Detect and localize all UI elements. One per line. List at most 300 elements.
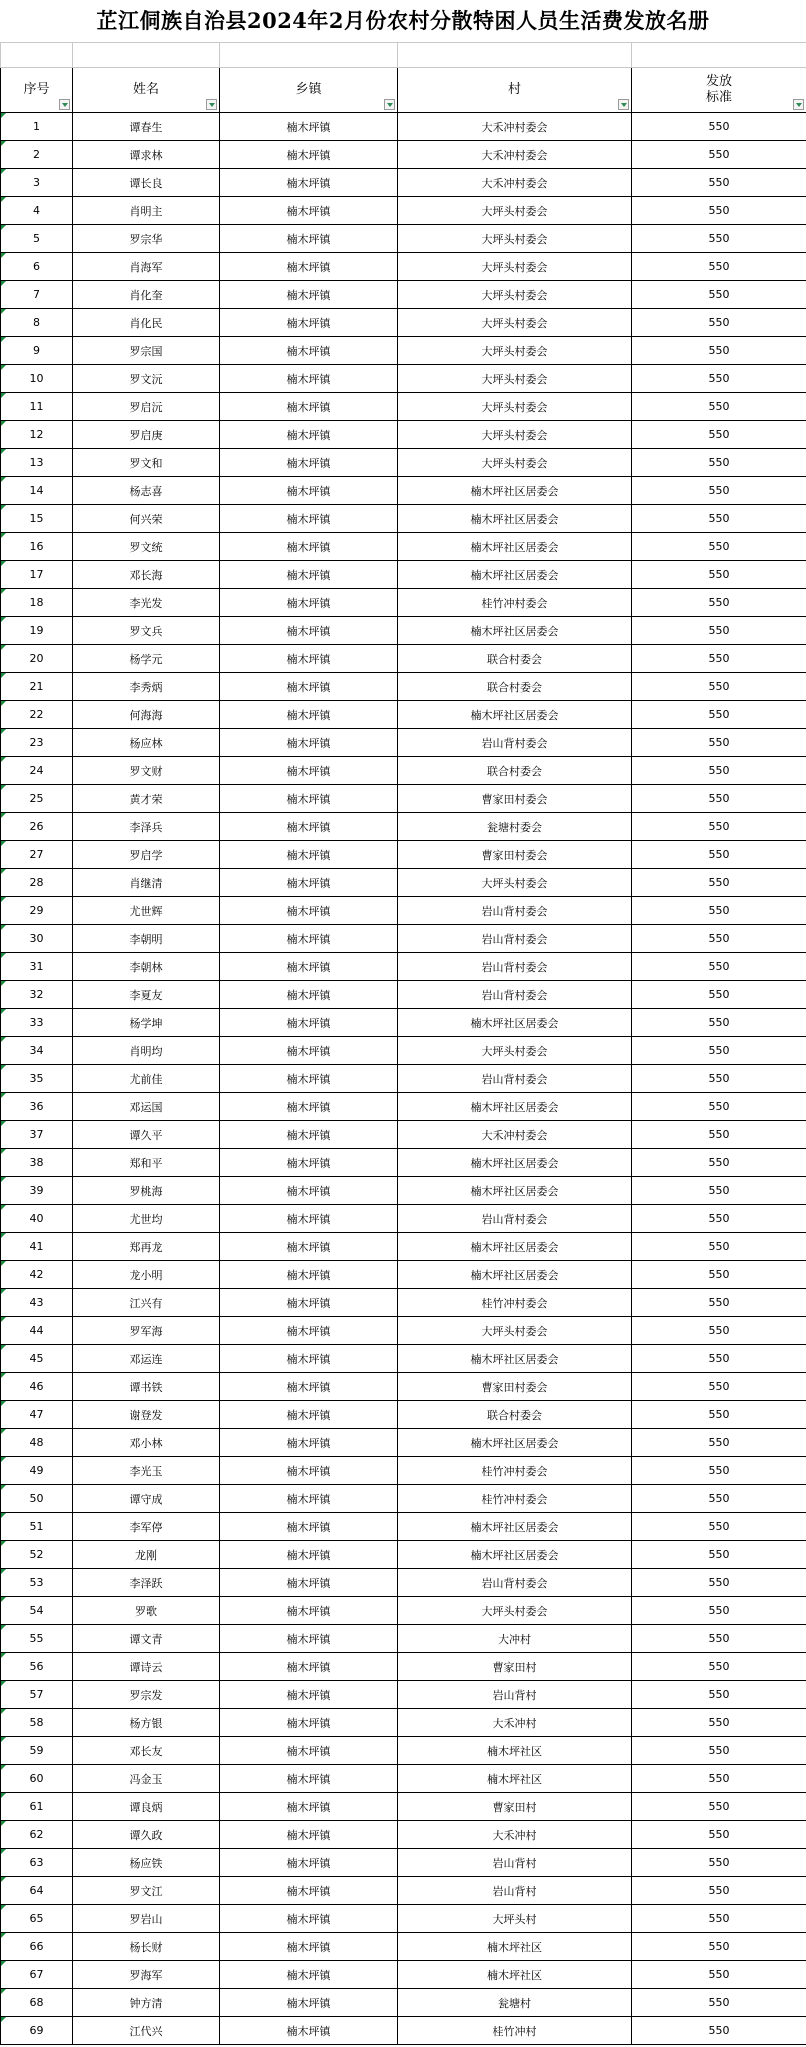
cell-village[interactable]: 联合村委会 xyxy=(398,757,632,785)
cell-standard[interactable]: 550 xyxy=(632,813,806,841)
cell-town[interactable]: 楠木坪镇 xyxy=(220,113,398,141)
cell-name[interactable]: 谭春生 xyxy=(73,113,220,141)
cell-seq[interactable]: 62 xyxy=(1,1821,73,1849)
cell-seq[interactable]: 8 xyxy=(1,309,73,337)
cell-town[interactable]: 楠木坪镇 xyxy=(220,953,398,981)
cell-name[interactable]: 李军停 xyxy=(73,1513,220,1541)
cell-name[interactable]: 龙小明 xyxy=(73,1261,220,1289)
cell-town[interactable]: 楠木坪镇 xyxy=(220,421,398,449)
cell-seq[interactable]: 42 xyxy=(1,1261,73,1289)
cell-village[interactable]: 楠木坪社区居委会 xyxy=(398,1149,632,1177)
filter-dropdown-icon[interactable] xyxy=(793,99,804,110)
cell-town[interactable]: 楠木坪镇 xyxy=(220,981,398,1009)
cell-village[interactable]: 楠木坪社区居委会 xyxy=(398,1513,632,1541)
cell-standard[interactable]: 550 xyxy=(632,1849,806,1877)
cell-town[interactable]: 楠木坪镇 xyxy=(220,1429,398,1457)
cell-seq[interactable]: 30 xyxy=(1,925,73,953)
cell-village[interactable]: 大坪头村委会 xyxy=(398,869,632,897)
cell-seq[interactable]: 39 xyxy=(1,1177,73,1205)
cell-standard[interactable]: 550 xyxy=(632,1401,806,1429)
cell-village[interactable]: 楠木坪社区居委会 xyxy=(398,1541,632,1569)
cell-standard[interactable]: 550 xyxy=(632,757,806,785)
cell-town[interactable]: 楠木坪镇 xyxy=(220,617,398,645)
cell-town[interactable]: 楠木坪镇 xyxy=(220,1989,398,2017)
cell-village[interactable]: 大坪头村委会 xyxy=(398,365,632,393)
cell-village[interactable]: 联合村委会 xyxy=(398,1401,632,1429)
cell-village[interactable]: 瓮塘村委会 xyxy=(398,813,632,841)
cell-name[interactable]: 邓长友 xyxy=(73,1737,220,1765)
cell-seq[interactable]: 20 xyxy=(1,645,73,673)
cell-name[interactable]: 黄才荣 xyxy=(73,785,220,813)
cell-town[interactable]: 楠木坪镇 xyxy=(220,1149,398,1177)
cell-village[interactable]: 大坪头村委会 xyxy=(398,393,632,421)
cell-town[interactable]: 楠木坪镇 xyxy=(220,1093,398,1121)
cell-village[interactable]: 大坪头村委会 xyxy=(398,253,632,281)
cell-name[interactable]: 杨方银 xyxy=(73,1709,220,1737)
cell-name[interactable]: 何兴荣 xyxy=(73,505,220,533)
cell-seq[interactable]: 50 xyxy=(1,1485,73,1513)
cell-name[interactable]: 李朝林 xyxy=(73,953,220,981)
cell-seq[interactable]: 17 xyxy=(1,561,73,589)
cell-standard[interactable]: 550 xyxy=(632,225,806,253)
cell-village[interactable]: 楠木坪社区居委会 xyxy=(398,533,632,561)
cell-village[interactable]: 桂竹冲村 xyxy=(398,2017,632,2045)
cell-seq[interactable]: 16 xyxy=(1,533,73,561)
blank-cell[interactable] xyxy=(1,43,73,68)
filter-dropdown-icon[interactable] xyxy=(618,99,629,110)
cell-village[interactable]: 桂竹冲村委会 xyxy=(398,1485,632,1513)
cell-village[interactable]: 楠木坪社区居委会 xyxy=(398,701,632,729)
cell-standard[interactable]: 550 xyxy=(632,1709,806,1737)
cell-seq[interactable]: 25 xyxy=(1,785,73,813)
cell-standard[interactable]: 550 xyxy=(632,1205,806,1233)
cell-seq[interactable]: 7 xyxy=(1,281,73,309)
cell-standard[interactable]: 550 xyxy=(632,1009,806,1037)
cell-seq[interactable]: 3 xyxy=(1,169,73,197)
cell-village[interactable]: 联合村委会 xyxy=(398,645,632,673)
cell-town[interactable]: 楠木坪镇 xyxy=(220,309,398,337)
cell-seq[interactable]: 60 xyxy=(1,1765,73,1793)
cell-village[interactable]: 楠木坪社区居委会 xyxy=(398,505,632,533)
cell-village[interactable]: 楠木坪社区居委会 xyxy=(398,477,632,505)
cell-town[interactable]: 楠木坪镇 xyxy=(220,1177,398,1205)
cell-standard[interactable]: 550 xyxy=(632,1681,806,1709)
cell-village[interactable]: 楠木坪社区 xyxy=(398,1961,632,1989)
cell-standard[interactable]: 550 xyxy=(632,393,806,421)
cell-name[interactable]: 谭诗云 xyxy=(73,1653,220,1681)
cell-village[interactable]: 大禾冲村委会 xyxy=(398,169,632,197)
cell-name[interactable]: 冯金玉 xyxy=(73,1765,220,1793)
blank-cell[interactable] xyxy=(398,43,632,68)
cell-seq[interactable]: 69 xyxy=(1,2017,73,2045)
cell-village[interactable]: 曹家田村委会 xyxy=(398,1373,632,1401)
cell-seq[interactable]: 22 xyxy=(1,701,73,729)
cell-standard[interactable]: 550 xyxy=(632,533,806,561)
cell-name[interactable]: 邓运国 xyxy=(73,1093,220,1121)
cell-seq[interactable]: 55 xyxy=(1,1625,73,1653)
cell-town[interactable]: 楠木坪镇 xyxy=(220,533,398,561)
cell-name[interactable]: 邓长海 xyxy=(73,561,220,589)
cell-town[interactable]: 楠木坪镇 xyxy=(220,1345,398,1373)
cell-name[interactable]: 杨学坤 xyxy=(73,1009,220,1037)
cell-village[interactable]: 岩山背村委会 xyxy=(398,1205,632,1233)
cell-village[interactable]: 大坪头村委会 xyxy=(398,225,632,253)
cell-seq[interactable]: 11 xyxy=(1,393,73,421)
cell-seq[interactable]: 32 xyxy=(1,981,73,1009)
cell-village[interactable]: 大坪头村委会 xyxy=(398,1597,632,1625)
cell-town[interactable]: 楠木坪镇 xyxy=(220,365,398,393)
cell-seq[interactable]: 48 xyxy=(1,1429,73,1457)
cell-name[interactable]: 罗宗华 xyxy=(73,225,220,253)
cell-seq[interactable]: 43 xyxy=(1,1289,73,1317)
cell-name[interactable]: 杨学元 xyxy=(73,645,220,673)
cell-seq[interactable]: 21 xyxy=(1,673,73,701)
cell-seq[interactable]: 27 xyxy=(1,841,73,869)
cell-village[interactable]: 曹家田村 xyxy=(398,1793,632,1821)
cell-name[interactable]: 谭书铁 xyxy=(73,1373,220,1401)
cell-town[interactable]: 楠木坪镇 xyxy=(220,1765,398,1793)
cell-name[interactable]: 罗文兵 xyxy=(73,617,220,645)
cell-name[interactable]: 谭久平 xyxy=(73,1121,220,1149)
cell-standard[interactable]: 550 xyxy=(632,1737,806,1765)
cell-village[interactable]: 大坪头村委会 xyxy=(398,309,632,337)
cell-town[interactable]: 楠木坪镇 xyxy=(220,589,398,617)
cell-town[interactable]: 楠木坪镇 xyxy=(220,645,398,673)
cell-town[interactable]: 楠木坪镇 xyxy=(220,1289,398,1317)
cell-name[interactable]: 罗歌 xyxy=(73,1597,220,1625)
cell-village[interactable]: 大禾冲村委会 xyxy=(398,1121,632,1149)
cell-town[interactable]: 楠木坪镇 xyxy=(220,281,398,309)
cell-standard[interactable]: 550 xyxy=(632,1905,806,1933)
cell-name[interactable]: 尤世辉 xyxy=(73,897,220,925)
cell-standard[interactable]: 550 xyxy=(632,617,806,645)
cell-town[interactable]: 楠木坪镇 xyxy=(220,197,398,225)
cell-standard[interactable]: 550 xyxy=(632,2017,806,2045)
cell-name[interactable]: 罗文财 xyxy=(73,757,220,785)
cell-town[interactable]: 楠木坪镇 xyxy=(220,1933,398,1961)
cell-seq[interactable]: 44 xyxy=(1,1317,73,1345)
cell-seq[interactable]: 47 xyxy=(1,1401,73,1429)
cell-village[interactable]: 岩山背村委会 xyxy=(398,925,632,953)
cell-town[interactable]: 楠木坪镇 xyxy=(220,225,398,253)
cell-seq[interactable]: 19 xyxy=(1,617,73,645)
cell-name[interactable]: 罗文江 xyxy=(73,1877,220,1905)
cell-name[interactable]: 罗军海 xyxy=(73,1317,220,1345)
cell-name[interactable]: 杨应铁 xyxy=(73,1849,220,1877)
cell-standard[interactable]: 550 xyxy=(632,1653,806,1681)
cell-town[interactable]: 楠木坪镇 xyxy=(220,897,398,925)
cell-seq[interactable]: 35 xyxy=(1,1065,73,1093)
cell-seq[interactable]: 4 xyxy=(1,197,73,225)
cell-name[interactable]: 李光玉 xyxy=(73,1457,220,1485)
cell-standard[interactable]: 550 xyxy=(632,197,806,225)
cell-village[interactable]: 岩山背村 xyxy=(398,1681,632,1709)
cell-seq[interactable]: 53 xyxy=(1,1569,73,1597)
cell-village[interactable]: 瓮塘村 xyxy=(398,1989,632,2017)
cell-name[interactable]: 钟方清 xyxy=(73,1989,220,2017)
blank-cell[interactable] xyxy=(73,43,220,68)
cell-standard[interactable]: 550 xyxy=(632,1429,806,1457)
cell-name[interactable]: 谭长良 xyxy=(73,169,220,197)
cell-standard[interactable]: 550 xyxy=(632,281,806,309)
cell-standard[interactable]: 550 xyxy=(632,1821,806,1849)
cell-seq[interactable]: 41 xyxy=(1,1233,73,1261)
cell-seq[interactable]: 5 xyxy=(1,225,73,253)
cell-name[interactable]: 罗宗发 xyxy=(73,1681,220,1709)
cell-standard[interactable]: 550 xyxy=(632,589,806,617)
cell-seq[interactable]: 23 xyxy=(1,729,73,757)
cell-town[interactable]: 楠木坪镇 xyxy=(220,393,398,421)
cell-village[interactable]: 大冲村 xyxy=(398,1625,632,1653)
cell-town[interactable]: 楠木坪镇 xyxy=(220,253,398,281)
cell-standard[interactable]: 550 xyxy=(632,1149,806,1177)
cell-village[interactable]: 岩山背村委会 xyxy=(398,1065,632,1093)
cell-seq[interactable]: 29 xyxy=(1,897,73,925)
cell-standard[interactable]: 550 xyxy=(632,253,806,281)
cell-name[interactable]: 肖明主 xyxy=(73,197,220,225)
cell-village[interactable]: 大禾冲村委会 xyxy=(398,141,632,169)
cell-town[interactable]: 楠木坪镇 xyxy=(220,1037,398,1065)
cell-name[interactable]: 罗文沅 xyxy=(73,365,220,393)
cell-seq[interactable]: 38 xyxy=(1,1149,73,1177)
cell-name[interactable]: 杨长财 xyxy=(73,1933,220,1961)
cell-town[interactable]: 楠木坪镇 xyxy=(220,1457,398,1485)
cell-standard[interactable]: 550 xyxy=(632,1961,806,1989)
cell-standard[interactable]: 550 xyxy=(632,113,806,141)
cell-name[interactable]: 肖化民 xyxy=(73,309,220,337)
cell-name[interactable]: 罗桃海 xyxy=(73,1177,220,1205)
cell-standard[interactable]: 550 xyxy=(632,1289,806,1317)
cell-village[interactable]: 岩山背村委会 xyxy=(398,1569,632,1597)
cell-standard[interactable]: 550 xyxy=(632,365,806,393)
cell-seq[interactable]: 18 xyxy=(1,589,73,617)
cell-standard[interactable]: 550 xyxy=(632,477,806,505)
cell-seq[interactable]: 10 xyxy=(1,365,73,393)
cell-standard[interactable]: 550 xyxy=(632,1513,806,1541)
cell-village[interactable]: 大禾冲村委会 xyxy=(398,113,632,141)
cell-town[interactable]: 楠木坪镇 xyxy=(220,1653,398,1681)
cell-standard[interactable]: 550 xyxy=(632,1093,806,1121)
cell-village[interactable]: 大坪头村 xyxy=(398,1905,632,1933)
cell-seq[interactable]: 28 xyxy=(1,869,73,897)
cell-name[interactable]: 李泽兵 xyxy=(73,813,220,841)
cell-seq[interactable]: 54 xyxy=(1,1597,73,1625)
cell-name[interactable]: 杨应林 xyxy=(73,729,220,757)
cell-standard[interactable]: 550 xyxy=(632,1597,806,1625)
cell-village[interactable]: 岩山背村 xyxy=(398,1849,632,1877)
cell-standard[interactable]: 550 xyxy=(632,1317,806,1345)
cell-village[interactable]: 楠木坪社区居委会 xyxy=(398,1345,632,1373)
cell-standard[interactable]: 550 xyxy=(632,1793,806,1821)
cell-seq[interactable]: 26 xyxy=(1,813,73,841)
cell-seq[interactable]: 64 xyxy=(1,1877,73,1905)
cell-town[interactable]: 楠木坪镇 xyxy=(220,1681,398,1709)
cell-town[interactable]: 楠木坪镇 xyxy=(220,841,398,869)
cell-standard[interactable]: 550 xyxy=(632,141,806,169)
cell-name[interactable]: 肖海军 xyxy=(73,253,220,281)
cell-name[interactable]: 罗文和 xyxy=(73,449,220,477)
cell-town[interactable]: 楠木坪镇 xyxy=(220,1513,398,1541)
cell-village[interactable]: 楠木坪社区居委会 xyxy=(398,1261,632,1289)
cell-standard[interactable]: 550 xyxy=(632,1625,806,1653)
cell-town[interactable]: 楠木坪镇 xyxy=(220,1373,398,1401)
cell-town[interactable]: 楠木坪镇 xyxy=(220,337,398,365)
cell-seq[interactable]: 56 xyxy=(1,1653,73,1681)
cell-seq[interactable]: 34 xyxy=(1,1037,73,1065)
cell-standard[interactable]: 550 xyxy=(632,505,806,533)
cell-village[interactable]: 楠木坪社区 xyxy=(398,1765,632,1793)
cell-name[interactable]: 罗启庚 xyxy=(73,421,220,449)
cell-name[interactable]: 江代兴 xyxy=(73,2017,220,2045)
cell-town[interactable]: 楠木坪镇 xyxy=(220,1261,398,1289)
cell-village[interactable]: 楠木坪社区居委会 xyxy=(398,561,632,589)
cell-town[interactable]: 楠木坪镇 xyxy=(220,1709,398,1737)
cell-name[interactable]: 谭文青 xyxy=(73,1625,220,1653)
cell-seq[interactable]: 2 xyxy=(1,141,73,169)
cell-village[interactable]: 大禾冲村 xyxy=(398,1821,632,1849)
cell-town[interactable]: 楠木坪镇 xyxy=(220,1317,398,1345)
cell-standard[interactable]: 550 xyxy=(632,1933,806,1961)
cell-village[interactable]: 楠木坪社区居委会 xyxy=(398,1009,632,1037)
cell-seq[interactable]: 65 xyxy=(1,1905,73,1933)
cell-seq[interactable]: 9 xyxy=(1,337,73,365)
cell-name[interactable]: 谭久政 xyxy=(73,1821,220,1849)
cell-town[interactable]: 楠木坪镇 xyxy=(220,505,398,533)
cell-town[interactable]: 楠木坪镇 xyxy=(220,1009,398,1037)
blank-cell[interactable] xyxy=(632,43,806,68)
cell-village[interactable]: 桂竹冲村委会 xyxy=(398,1457,632,1485)
cell-village[interactable]: 大坪头村委会 xyxy=(398,197,632,225)
cell-town[interactable]: 楠木坪镇 xyxy=(220,1905,398,1933)
cell-town[interactable]: 楠木坪镇 xyxy=(220,757,398,785)
cell-seq[interactable]: 13 xyxy=(1,449,73,477)
cell-village[interactable]: 大坪头村委会 xyxy=(398,337,632,365)
cell-village[interactable]: 楠木坪社区居委会 xyxy=(398,1093,632,1121)
cell-name[interactable]: 罗文统 xyxy=(73,533,220,561)
cell-standard[interactable]: 550 xyxy=(632,1261,806,1289)
cell-seq[interactable]: 57 xyxy=(1,1681,73,1709)
cell-standard[interactable]: 550 xyxy=(632,673,806,701)
cell-village[interactable]: 大坪头村委会 xyxy=(398,281,632,309)
cell-village[interactable]: 大坪头村委会 xyxy=(398,1317,632,1345)
cell-name[interactable]: 杨志喜 xyxy=(73,477,220,505)
cell-standard[interactable]: 550 xyxy=(632,449,806,477)
cell-town[interactable]: 楠木坪镇 xyxy=(220,1485,398,1513)
cell-village[interactable]: 大坪头村委会 xyxy=(398,449,632,477)
cell-name[interactable]: 谭良炳 xyxy=(73,1793,220,1821)
cell-standard[interactable]: 550 xyxy=(632,337,806,365)
cell-town[interactable]: 楠木坪镇 xyxy=(220,1849,398,1877)
cell-town[interactable]: 楠木坪镇 xyxy=(220,1597,398,1625)
cell-town[interactable]: 楠木坪镇 xyxy=(220,1569,398,1597)
filter-dropdown-icon[interactable] xyxy=(59,99,70,110)
cell-standard[interactable]: 550 xyxy=(632,1037,806,1065)
cell-name[interactable]: 肖化奎 xyxy=(73,281,220,309)
cell-standard[interactable]: 550 xyxy=(632,1065,806,1093)
cell-town[interactable]: 楠木坪镇 xyxy=(220,729,398,757)
cell-standard[interactable]: 550 xyxy=(632,1233,806,1261)
blank-cell[interactable] xyxy=(220,43,398,68)
cell-seq[interactable]: 52 xyxy=(1,1541,73,1569)
cell-town[interactable]: 楠木坪镇 xyxy=(220,925,398,953)
cell-town[interactable]: 楠木坪镇 xyxy=(220,701,398,729)
cell-seq[interactable]: 63 xyxy=(1,1849,73,1877)
cell-name[interactable]: 李秀炳 xyxy=(73,673,220,701)
cell-town[interactable]: 楠木坪镇 xyxy=(220,1961,398,1989)
cell-standard[interactable]: 550 xyxy=(632,1541,806,1569)
cell-village[interactable]: 岩山背村 xyxy=(398,1877,632,1905)
cell-village[interactable]: 岩山背村委会 xyxy=(398,729,632,757)
cell-seq[interactable]: 66 xyxy=(1,1933,73,1961)
cell-village[interactable]: 大坪头村委会 xyxy=(398,421,632,449)
cell-town[interactable]: 楠木坪镇 xyxy=(220,1737,398,1765)
cell-seq[interactable]: 49 xyxy=(1,1457,73,1485)
cell-standard[interactable]: 550 xyxy=(632,897,806,925)
cell-town[interactable]: 楠木坪镇 xyxy=(220,2017,398,2045)
cell-town[interactable]: 楠木坪镇 xyxy=(220,1205,398,1233)
cell-standard[interactable]: 550 xyxy=(632,1373,806,1401)
cell-standard[interactable]: 550 xyxy=(632,1177,806,1205)
cell-seq[interactable]: 68 xyxy=(1,1989,73,2017)
cell-town[interactable]: 楠木坪镇 xyxy=(220,449,398,477)
filter-dropdown-icon[interactable] xyxy=(384,99,395,110)
cell-village[interactable]: 楠木坪社区居委会 xyxy=(398,1429,632,1457)
cell-seq[interactable]: 58 xyxy=(1,1709,73,1737)
cell-standard[interactable]: 550 xyxy=(632,1569,806,1597)
cell-name[interactable]: 罗海军 xyxy=(73,1961,220,1989)
cell-name[interactable]: 谢登发 xyxy=(73,1401,220,1429)
cell-name[interactable]: 尤前佳 xyxy=(73,1065,220,1093)
cell-town[interactable]: 楠木坪镇 xyxy=(220,1793,398,1821)
cell-standard[interactable]: 550 xyxy=(632,421,806,449)
cell-seq[interactable]: 61 xyxy=(1,1793,73,1821)
cell-name[interactable]: 谭守成 xyxy=(73,1485,220,1513)
cell-seq[interactable]: 1 xyxy=(1,113,73,141)
cell-name[interactable]: 谭求林 xyxy=(73,141,220,169)
cell-village[interactable]: 楠木坪社区居委会 xyxy=(398,1233,632,1261)
cell-name[interactable]: 李光发 xyxy=(73,589,220,617)
cell-village[interactable]: 曹家田村委会 xyxy=(398,785,632,813)
cell-standard[interactable]: 550 xyxy=(632,1345,806,1373)
cell-seq[interactable]: 15 xyxy=(1,505,73,533)
cell-name[interactable]: 李泽跃 xyxy=(73,1569,220,1597)
cell-seq[interactable]: 33 xyxy=(1,1009,73,1037)
cell-village[interactable]: 楠木坪社区 xyxy=(398,1933,632,1961)
cell-standard[interactable]: 550 xyxy=(632,981,806,1009)
cell-standard[interactable]: 550 xyxy=(632,1121,806,1149)
cell-standard[interactable]: 550 xyxy=(632,785,806,813)
cell-standard[interactable]: 550 xyxy=(632,841,806,869)
cell-town[interactable]: 楠木坪镇 xyxy=(220,1065,398,1093)
cell-name[interactable]: 郑和平 xyxy=(73,1149,220,1177)
cell-standard[interactable]: 550 xyxy=(632,1765,806,1793)
cell-seq[interactable]: 12 xyxy=(1,421,73,449)
cell-name[interactable]: 罗启沅 xyxy=(73,393,220,421)
cell-town[interactable]: 楠木坪镇 xyxy=(220,1877,398,1905)
cell-town[interactable]: 楠木坪镇 xyxy=(220,169,398,197)
cell-seq[interactable]: 67 xyxy=(1,1961,73,1989)
cell-town[interactable]: 楠木坪镇 xyxy=(220,1541,398,1569)
cell-name[interactable]: 尤世均 xyxy=(73,1205,220,1233)
cell-standard[interactable]: 550 xyxy=(632,645,806,673)
filter-dropdown-icon[interactable] xyxy=(206,99,217,110)
cell-town[interactable]: 楠木坪镇 xyxy=(220,141,398,169)
cell-seq[interactable]: 40 xyxy=(1,1205,73,1233)
cell-town[interactable]: 楠木坪镇 xyxy=(220,1625,398,1653)
cell-name[interactable]: 李夏友 xyxy=(73,981,220,1009)
cell-name[interactable]: 龙刚 xyxy=(73,1541,220,1569)
cell-town[interactable]: 楠木坪镇 xyxy=(220,1121,398,1149)
